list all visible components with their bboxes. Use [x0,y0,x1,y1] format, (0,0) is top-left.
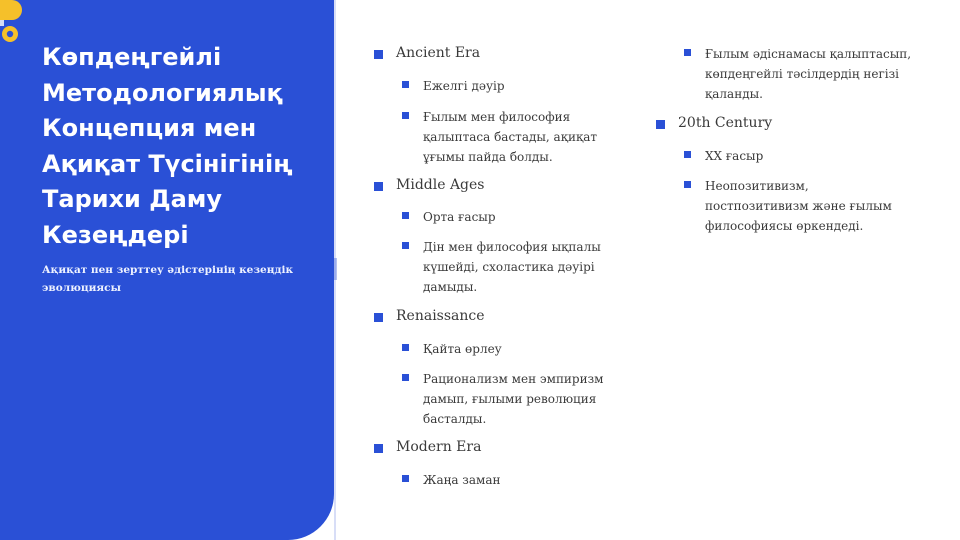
era-item-text: Ғылым әдіснамасы қалыптасып, көпдеңгейлі тәсілдердің негізі қаланды. [705,47,912,101]
era-item [402,76,630,96]
square-bullet-icon [402,81,409,88]
square-bullet-icon [402,374,409,381]
square-bullet-icon [402,475,409,482]
title-panel [0,0,334,540]
era-item [402,207,630,227]
square-bullet-icon [684,49,691,56]
era-label: Middle Ages [396,177,485,193]
era-item [402,339,630,359]
square-bullet-icon [684,151,691,158]
square-bullet-icon [402,344,409,351]
square-bullet-icon [402,242,409,249]
square-bullet-icon [374,182,383,191]
square-bullet-icon [374,444,383,453]
era-item [402,470,630,490]
era-item [402,369,630,429]
logo-icon [0,0,22,46]
square-bullet-icon [374,313,383,322]
era-item [684,176,912,236]
era-item-text: Дін мен философия ықпалы күшейді, схоластика дәуірі дамыды. [423,240,601,294]
era-item [402,107,630,167]
divider-marker [333,258,337,280]
era-label: Ancient Era [396,45,481,61]
era-label: 20th Century [678,115,773,131]
square-bullet-icon [684,181,691,188]
era-item-text: XX ғасыр [705,149,764,163]
era-item-text: Ежелгі дәуір [423,79,505,93]
era-item-text: Рационализм мен эмпиризм дамып, ғылыми революция басталды. [423,372,604,426]
era-item [684,44,912,104]
era-item-text: Ғылым мен философия қалыптаса бастады, ақиқат ұғымы пайда болды. [423,110,598,164]
era-item-text: Неопозитивизм, постпозитивизм және ғылым философиясы өркендеді. [705,179,892,233]
era-item-text: Жаңа заман [423,473,501,487]
era-item [402,237,630,297]
square-bullet-icon [656,120,665,129]
era-label: Modern Era [396,439,482,455]
slide-subtitle: Ақиқат пен зерттеу әдістерінің кезеңдік эволюциясы [42,264,294,294]
slide-title: Көпдеңгейлі Методологиялық Концепция мен Ақиқат Түсінігінің Тарихи Даму Кезеңдері [42,43,293,249]
era-item-text: Қайта өрлеу [423,342,502,356]
square-bullet-icon [402,112,409,119]
era-item-text: Орта ғасыр [423,210,496,224]
square-bullet-icon [374,50,383,59]
era-item [684,146,912,166]
era-label: Renaissance [396,308,485,324]
square-bullet-icon [402,212,409,219]
